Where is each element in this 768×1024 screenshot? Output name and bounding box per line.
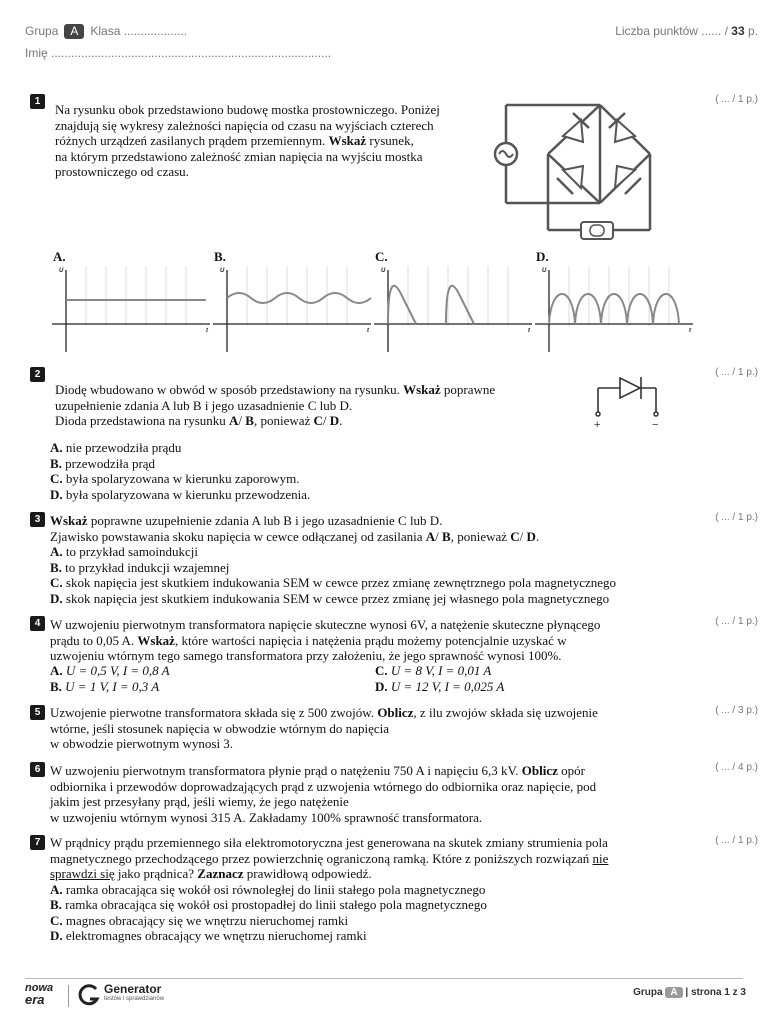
- answer-option[interactable]: [50, 471, 310, 487]
- answer-option[interactable]: [50, 679, 159, 695]
- underlined-word: nie: [592, 850, 609, 866]
- page-number: | strona 1 z 3: [685, 987, 746, 998]
- text-line: rysunek,: [369, 133, 414, 148]
- logo-text: nowa: [25, 982, 54, 994]
- command-word: Wskaż: [137, 632, 175, 648]
- class-field: Klasa ...................: [90, 24, 188, 38]
- text-line: prostowniczego od czasu.: [55, 164, 189, 179]
- text-line: W uzwojeniu pierwotnym transformatora napięcie skuteczne wynosi 6V, a natężenie skuteczne płynącego: [50, 617, 601, 632]
- text-line: .: [535, 528, 540, 544]
- question-number: 7: [30, 835, 45, 850]
- text-line: .: [339, 413, 343, 428]
- text-line: odbiornika i przewodów doprowadzających prąd z uzwojenia wtórnego do odbiornika oraz napięcie, pod: [50, 778, 597, 794]
- points-summary: [615, 24, 758, 38]
- option-text: ramka obracająca się wokół osi prostopadłej do linii stałego pola magnetycznego: [65, 897, 487, 912]
- text-line: , które wartości napięcia i natężenia prądu możemy potencjalnie uzyskać w: [174, 632, 567, 648]
- group-label: Grupa: [633, 987, 663, 998]
- text-line: Diodę wbudowano w obwód w sposób przedstawiony na rysunku.: [55, 382, 400, 397]
- command-word: Wskaż: [328, 133, 367, 148]
- choice-key: B: [245, 413, 254, 428]
- option-text: była spolaryzowana w kierunku zaporowym.: [65, 471, 300, 486]
- text-line: Na rysunku obok przedstawiono budowę mostka prostowniczego. Poniżej: [55, 102, 440, 117]
- text-line: Uzwojenie pierwotne transformatora składa się z 500 zwojów.: [50, 705, 375, 720]
- generator-logo: [104, 983, 164, 1002]
- option-key: C.: [50, 471, 63, 486]
- choice-key: B: [442, 528, 451, 544]
- text-line: na którym przedstawiono zależność zmian napięcia na wyjściu mostka: [55, 148, 423, 164]
- text-line: uzupełnienie zdania A lub B i jego uzasadnienie C lub D.: [55, 397, 353, 413]
- choice-key: A: [425, 528, 436, 544]
- choice-key: C: [510, 528, 520, 544]
- question-points: ( ... / 1 p.): [715, 94, 758, 105]
- name-field: Imię ....................................................................................: [25, 46, 332, 60]
- graph-c-label: C.: [375, 249, 388, 264]
- text-line: poprawne: [443, 382, 496, 397]
- option-key: C.: [375, 663, 388, 678]
- text-line: , z ilu zwojów składa się uzwojenie: [413, 705, 598, 720]
- option-text: U = 8 V, I = 0,01 A: [390, 663, 492, 678]
- option-key: B.: [50, 679, 62, 694]
- points-total: 33: [731, 24, 745, 38]
- option-text: magnes obracający się we wnętrzu nieruchomej ramki: [65, 912, 349, 928]
- question-points: ( ... / 1 p.): [715, 835, 758, 846]
- axis-u-label: U: [220, 268, 225, 274]
- option-text: ramka obracająca się wokół osi równoległej do linii stałego pola magnetycznego: [65, 881, 486, 897]
- axis-u-label: U: [381, 268, 386, 274]
- option-key: D.: [375, 679, 388, 694]
- text-line: znajdują się wykresy zależności napięcia od czasu na wyjściach czterech: [55, 117, 434, 133]
- plus-label: +: [594, 419, 601, 431]
- text-line: , ponieważ: [253, 413, 311, 428]
- text-line: wtórne, jeśli stosunek napięcia w obwodzie wtórnym do napięcia: [50, 720, 389, 736]
- answer-option[interactable]: [50, 913, 608, 929]
- option-text: przewodziła prąd: [65, 455, 156, 471]
- bridge-rectifier-diagram: [493, 98, 658, 243]
- generator-logo-icon: [77, 983, 101, 1007]
- option-key: A.: [50, 544, 63, 559]
- answer-option[interactable]: [375, 663, 491, 679]
- question-points: ( ... / 3 p.): [715, 705, 758, 716]
- group-badge: A: [665, 987, 682, 998]
- axis-t-label: t: [528, 328, 530, 334]
- diode-diagram: [590, 372, 670, 432]
- option-text: skok napięcia jest skutkiem indukowania SEM w cewce przez zmianę zewnętrznego pola magnetycznego: [65, 575, 617, 590]
- question-2-options: [50, 440, 310, 502]
- text-line: jakim jest przesyłany prąd, jeśli wiemy, że jego natężenie: [50, 794, 349, 809]
- answer-option[interactable]: [50, 575, 616, 591]
- question-7-text: [50, 835, 608, 944]
- text-line: /: [322, 413, 327, 428]
- question-number: 4: [30, 616, 45, 631]
- text-line: uzwojeniu wtórnym tego samego transformatora przy założeniu, że jego sprawność wynosi 100%.: [50, 648, 562, 663]
- answer-option[interactable]: [50, 928, 608, 944]
- text-line: prawidłową odpowiedź.: [246, 866, 372, 881]
- text-line: jako prądnica?: [117, 866, 195, 881]
- command-word: Zaznacz: [197, 866, 244, 881]
- answer-option[interactable]: [50, 544, 616, 560]
- question-number: 3: [30, 512, 45, 527]
- group-label: Grupa: [25, 24, 59, 38]
- option-text: U = 1 V, I = 0,3 A: [65, 679, 160, 694]
- axis-t-label: t: [367, 328, 369, 334]
- logo-text: Generator: [104, 982, 162, 996]
- choice-key: D: [526, 528, 536, 544]
- header-group: [25, 24, 187, 39]
- graph-a-label: A.: [53, 249, 66, 264]
- option-key: D.: [50, 486, 63, 502]
- text-line: opór: [561, 763, 585, 778]
- answer-option[interactable]: [50, 560, 616, 576]
- option-key: A.: [50, 881, 63, 897]
- answer-option[interactable]: [50, 487, 310, 503]
- option-key: B.: [50, 559, 62, 575]
- axis-u-label: U: [59, 268, 64, 274]
- question-2-text: [55, 382, 495, 429]
- command-word: Wskaż: [50, 513, 88, 528]
- text-line: /: [519, 528, 524, 544]
- minus-label: −: [652, 419, 659, 431]
- answer-option[interactable]: [50, 591, 616, 607]
- text-line: w obwodzie pierwotnym wynosi 3.: [50, 736, 234, 751]
- question-points: ( ... / 1 p.): [715, 616, 758, 627]
- answer-option[interactable]: [50, 882, 608, 898]
- question-number: 6: [30, 762, 45, 777]
- points-suffix: p.: [747, 24, 758, 38]
- question-number: 5: [30, 705, 45, 720]
- option-key: B.: [50, 897, 62, 912]
- question-number: 1: [30, 94, 45, 109]
- text-line: różnych urządzeń zasilanych prądem przemiennym.: [55, 133, 326, 148]
- answer-option[interactable]: [50, 440, 310, 456]
- option-text: to przykład samoindukcji: [65, 544, 199, 559]
- text-line: W uzwojeniu pierwotnym transformatora płynie prąd o natężeniu 750 A i napięciu 6,3 kV.: [50, 763, 519, 778]
- command-word: Oblicz: [377, 705, 414, 720]
- logo-text: testów i sprawdzianów: [104, 996, 165, 1002]
- voltage-graphs: [50, 262, 700, 354]
- graph-b-label: B.: [214, 249, 226, 264]
- choice-key: D: [329, 413, 340, 428]
- text-line: /: [435, 528, 439, 544]
- question-3-text: [50, 513, 616, 606]
- text-line: magnetycznego przechodzącego przez powierzchnię ograniczoną ramką. Które z poniższych rozwiązań: [50, 850, 590, 866]
- option-text: skok napięcia jest skutkiem indukowania SEM w cewce przez zmianę jej własnego pola magnetycznego: [65, 590, 610, 606]
- axis-u-label: U: [542, 268, 547, 274]
- question-points: ( ... / 4 p.): [715, 762, 758, 773]
- option-key: A.: [50, 440, 63, 455]
- command-word: Wskaż: [403, 382, 441, 397]
- footer-divider: [25, 978, 743, 979]
- option-key: C.: [50, 575, 63, 590]
- axis-t-label: t: [689, 328, 691, 334]
- answer-option[interactable]: [50, 456, 310, 472]
- option-text: elektromagnes obracający we wnętrzu nieruchomej ramki: [65, 928, 367, 943]
- option-key: B.: [50, 455, 62, 471]
- option-key: D.: [50, 928, 63, 943]
- choice-key: A: [229, 413, 239, 428]
- question-points: ( ... / 1 p.): [715, 512, 758, 523]
- text-line: W prądnicy prądu przemiennego siła elektromotoryczna jest generowana na skutek zmiany strumienia pola: [50, 835, 608, 850]
- question-number: 2: [30, 367, 45, 382]
- axis-t-label: t: [206, 328, 208, 334]
- answer-option[interactable]: [375, 679, 504, 695]
- question-4-text: [50, 617, 600, 664]
- question-5-text: [50, 705, 598, 752]
- text-line: prądu to 0,05 A.: [50, 632, 135, 648]
- logo-divider: [68, 985, 69, 1007]
- option-text: U = 0,5 V, I = 0,8 A: [65, 663, 170, 678]
- option-text: U = 12 V, I = 0,025 A: [390, 679, 505, 694]
- footer-page-info: [633, 987, 746, 998]
- command-word: Oblicz: [521, 763, 558, 778]
- text-line: poprawne uzupełnienie zdania A lub B i jego uzasadnienie C lub D.: [90, 513, 443, 528]
- choice-key: C: [313, 413, 323, 428]
- option-text: była spolaryzowana w kierunku przewodzenia.: [65, 486, 311, 502]
- option-text: nie przewodziła prądu: [65, 440, 182, 455]
- text-line: Dioda przedstawiona na rysunku: [55, 413, 226, 428]
- answer-option[interactable]: [50, 897, 608, 913]
- option-key: D.: [50, 590, 63, 606]
- text-line: /: [238, 413, 243, 428]
- text-line: Zjawisko powstawania skoku napięcia w cewce odłączanej od zasilania: [50, 528, 423, 544]
- option-key: C.: [50, 912, 63, 928]
- question-1-text: [55, 102, 440, 180]
- question-points: ( ... / 1 p.): [715, 367, 758, 378]
- answer-option[interactable]: [50, 663, 170, 679]
- logo-text: era: [25, 992, 45, 1007]
- underlined-word: sprawdzi się: [50, 866, 115, 881]
- group-badge: A: [64, 24, 84, 39]
- text-line: , ponieważ: [450, 528, 508, 544]
- points-prefix: Liczba punktów ...... /: [615, 24, 728, 38]
- graph-d-label: D.: [536, 249, 549, 264]
- question-6-text: [50, 763, 596, 825]
- option-key: A.: [50, 663, 63, 678]
- option-text: to przykład indukcji wzajemnej: [65, 559, 230, 575]
- nowa-era-logo: [25, 983, 53, 1005]
- text-line: w uzwojeniu wtórnym wynosi 315 A. Zakładamy 100% sprawność transformatora.: [50, 809, 483, 825]
